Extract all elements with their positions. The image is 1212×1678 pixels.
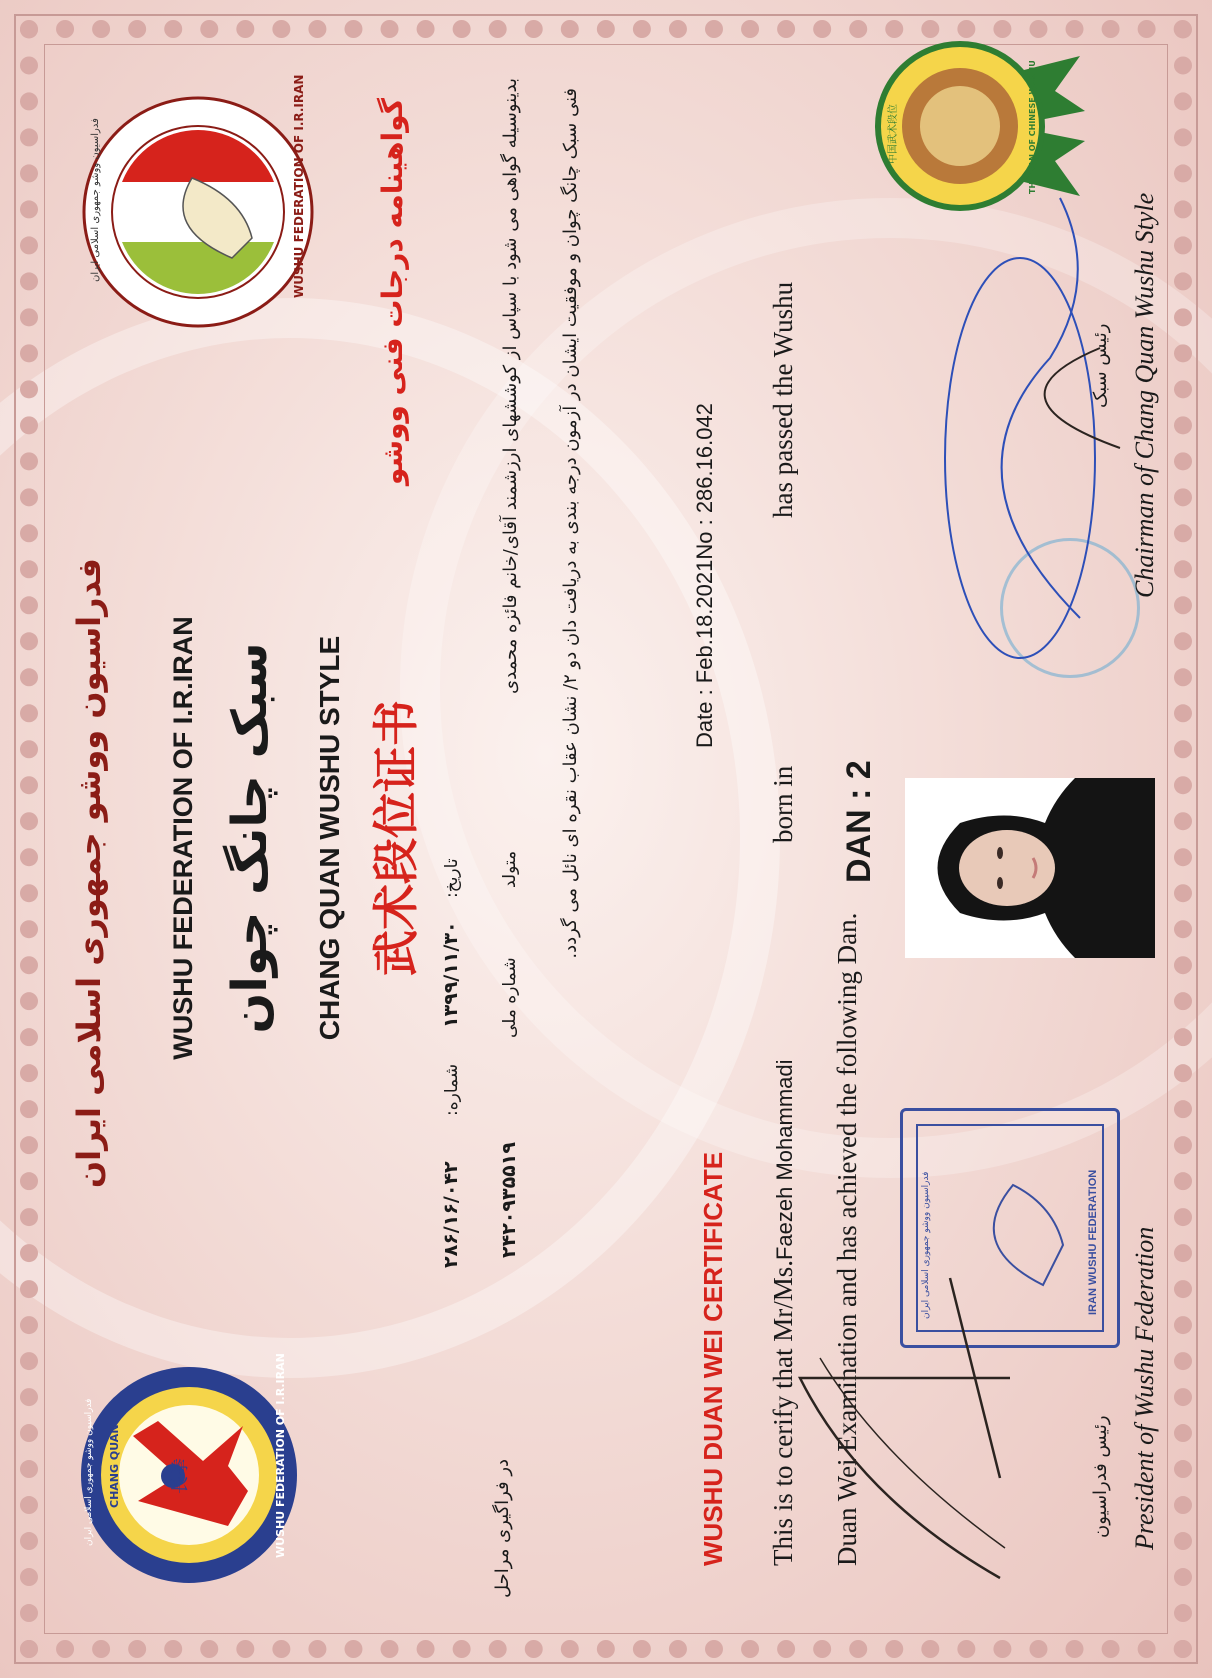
persian-date-label: تاریخ: [442,858,462,898]
federation-title-english: WUSHU FEDERATION OF I.R.IRAN [168,616,198,1060]
stamp-persian-text: فدراسیون ووشو جمهوری اسلامی ایران [921,1171,931,1319]
federation-persian-text: فدراسیون ووشو جمهوری اسلامی ایران [90,118,101,282]
style-title-persian: سبک چانگ چوان [222,642,278,1034]
persian-number-value: ۲۸۶/۱۶/۰۴۲ [440,1161,462,1268]
logo-center-chars: 長拳 [170,1458,191,1494]
president-title-persian: رئیس فدراسیون [1090,1415,1111,1538]
persian-number-label: شماره: [442,1063,462,1116]
logo-top-text: CHANG QUAN [108,1424,121,1508]
federation-ring-text: WUSHU FEDERATION OF I.R.IRAN [292,74,306,298]
stamp-title: IRAN WUSHU FEDERATION [1087,1169,1099,1315]
dan-chinese-text: 中国武术段位 [888,104,899,164]
exam-line: Duan Wei Examination and has achieved the following Dan. [832,912,862,1566]
persian-national-id-value: ۲۴۲۰۹۳۵۵۱۹ [498,1142,520,1258]
dan-level: DAN : 2 [840,760,878,883]
student-name: Faezeh Mohammadi [772,1059,797,1261]
certificate-title-chinese: 武术段位证书 [369,700,423,976]
persian-body-line-2: فنی سبک چانگ چوان و موفقیت ایشان در آزمون درجه بندی به دریافت دان دو ۲/ نشان عقاب نقره ای نائل می گردد. [560,88,581,959]
persian-body-line-3: در فراگیری مراحل [492,1458,513,1598]
style-title-english: CHANG QUAN WUSHU STYLE [314,635,345,1041]
certify-prefix: This is to cerify that Mr/Ms. [768,1260,798,1566]
logo-persian-text: فدراسیون ووشو جمهوری اسلامی ایران [84,1398,94,1546]
born-in-label: born in [768,765,798,843]
certificate-title-english: WUSHU DUAN WEI CERTIFICATE [698,1151,728,1566]
chairman-title-persian: رئیس سبک [1090,323,1111,408]
issue-date-number: Date : Feb.18.2021No : 286.16.042 [692,403,717,748]
dan-ring-text: THE DAN OF CHINESE WUSHU [1028,60,1037,194]
certificate-title-persian: گواهینامه درجات فنی ووشو [376,98,409,486]
persian-body-line-1: بدینوسیله گواهی می شود با سپاس از کوششهای ارزشمند آقای/خانم فائزه محمدی [500,78,521,694]
persian-date-value: ۱۳۹۹/۱۱/۳۰ [440,921,462,1028]
chairman-title-english: Chairman of Chang Quan Wushu Style [1130,192,1159,598]
persian-born-label: متولد [500,850,520,888]
passed-text: has passed the Wushu [768,281,798,518]
persian-national-id-label: شماره ملی [500,957,520,1038]
logo-ring-text: WUSHU FEDERATION OF I.R.IRAN [274,1353,287,1558]
federation-title-persian: فدراسیون ووشو جمهوری اسلامی ایران [70,558,108,1189]
president-title-english: President of Wushu Federation [1130,1226,1159,1550]
